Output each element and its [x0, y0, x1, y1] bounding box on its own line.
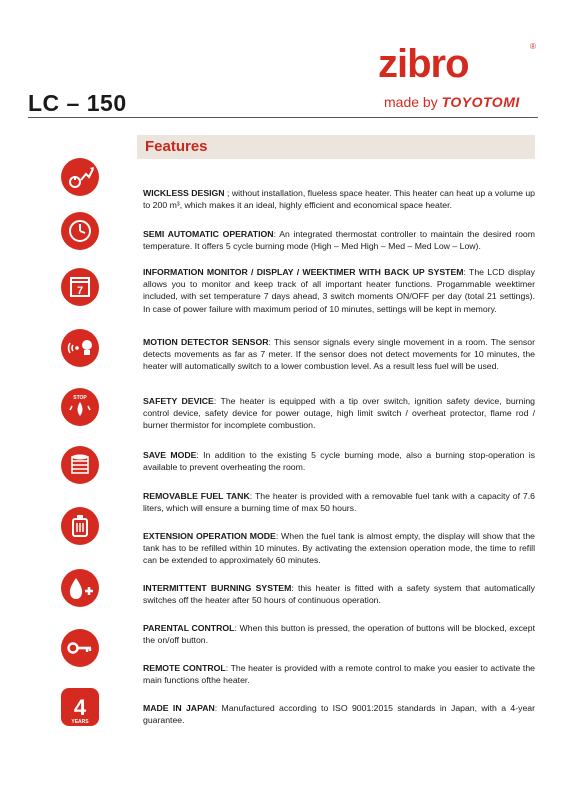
tagline-prefix: made by — [384, 94, 438, 110]
feature-semi-automatic: SEMI AUTOMATIC OPERATION: An integrated thermostat controller to maintain the desired room temperature. It offers 5 cycle burning mode (High – Med High – Med – Med Low – Low). — [143, 229, 536, 252]
tagline-name: TOYOTOMI — [441, 94, 520, 110]
model-title: LC – 150 — [28, 90, 127, 116]
registered-mark: ® — [530, 42, 536, 51]
feature-parental-control: PARENTAL CONTROL: When this button is pressed, the operation of buttons will be blocked, except the on/off button. — [143, 623, 536, 646]
motion-sensor-icon — [61, 329, 99, 367]
feature-made-in-japan: MADE IN JAPAN: Manufactured according to ISO 9001:2015 standards in Japan, with a 4-year guarantee. — [143, 703, 536, 726]
calendar-icon — [61, 268, 99, 306]
warranty-years-icon — [61, 688, 99, 726]
fuel-drop-plus-icon — [61, 569, 99, 607]
warranty-number: 4 — [73, 695, 87, 720]
feature-motion-detector: MOTION DETECTOR SENSOR: This sensor signals every single movement in a room. The sensor detects movements as far as 7 meter. If the sensor does not detect movements for 10 minutes, the heater will automatically switch to a lower combustion level. As a result less fuel will be used. — [143, 337, 535, 372]
warranty-label: YEARS — [71, 719, 89, 725]
feature-intermittent-burning: INTERMITTENT BURNING SYSTEM: this heater is fitted with a safety system that automatically switches off the heater after 50 hours of continuous operation. — [143, 583, 535, 606]
feature-information-monitor: INFORMATION MONITOR / DISPLAY / WEEKTIMER WITH BACK UP SYSTEM: The LCD display allows you to monitor and keep track of all important heater functions. Progammable weektimer included, with set temperature 7 days ahead, 3 switch moments ON/OFF per day (total 21 settings). In case of power failure with maximum period of 10 minutes, settings will be kept in memory. — [143, 267, 535, 314]
brand-logo — [378, 42, 538, 112]
header-divider — [28, 117, 538, 118]
fuel-save-icon — [61, 446, 99, 484]
section-title: Features — [145, 138, 208, 155]
power-growth-icon — [61, 158, 99, 196]
fuel-tank-icon — [61, 507, 99, 545]
features-header-bar — [137, 135, 535, 159]
feature-extension-mode: EXTENSION OPERATION MODE: When the fuel tank is almost empty, the display will show that the tank has to be refilled within 10 minutes. By activating the extension operation mode, the time to refill can be extended to approximately 60 minutes. — [143, 531, 536, 566]
feature-wickless: WICKLESS DESIGN ; without installation, flueless space heater. This heater can heat up a volume up to 200 m³, which makes it an ideal, highly efficient and economical space heater. — [143, 188, 535, 211]
clock-icon — [61, 212, 99, 250]
feature-safety-device: SAFETY DEVICE: The heater is equipped with a tip over switch, ignition safety device, burning control device, safety device for power outage, high limit switch / overheat protector, flame rod / burner thermistor for incomplete combustion. — [143, 396, 536, 431]
key-lock-icon — [61, 629, 99, 667]
feature-removable-tank: REMOVABLE FUEL TANK: The heater is provided with a removable fuel tank with a capacity of 7.6 liters, which will ensure a burning time of max 50 hours. — [143, 491, 535, 514]
brand-tagline — [384, 94, 520, 110]
calendar-number: 7 — [76, 285, 84, 297]
brand-wordmark: zibro — [378, 42, 469, 86]
safety-stop-icon — [61, 388, 99, 426]
feature-save-mode: SAVE MODE: In addition to the existing 5 cycle burning mode, also a burning stop-operation is available to prevent overheating the room. — [143, 450, 535, 473]
stop-label: STOP — [73, 395, 87, 401]
feature-remote-control: REMOTE CONTROL: The heater is provided with a remote control to make you easier to activate the main functions ofthe heater. — [143, 663, 535, 686]
